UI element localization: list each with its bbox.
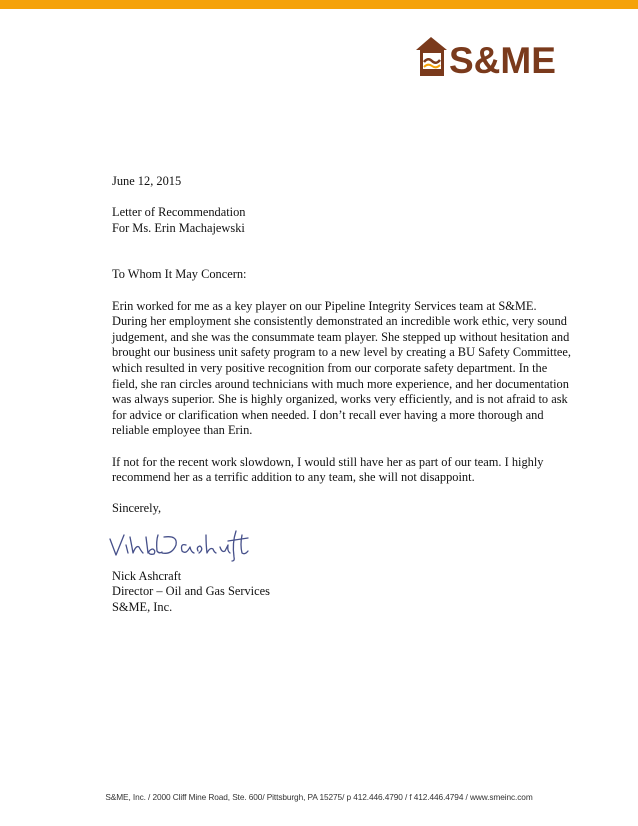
signer-company: S&ME, Inc. — [112, 600, 173, 615]
company-logo — [416, 36, 568, 82]
handwritten-signature — [106, 527, 256, 563]
letter-salutation: To Whom It May Concern: — [112, 267, 247, 282]
footer-contact-line: S&ME, Inc. / 2000 Cliff Mine Road, Ste. 600/ Pittsburgh, PA 15275/ p 412.446.4790 / f 412.446.4794 / www.smeinc.com — [105, 792, 533, 802]
letter-subject-line1: Letter of Recommendation — [112, 205, 246, 220]
letter-subject-line2: For Ms. Erin Machajewski — [112, 220, 245, 235]
letter-date: June 12, 2015 — [112, 174, 182, 188]
letter-paragraph-2: If not for the recent work slowdown, I would still have her as part of our team. I highly recommend her as a terrific addition to any team, she will not disappoint. — [112, 454, 544, 485]
letter-body — [112, 174, 572, 616]
top-accent-bar — [0, 0, 638, 9]
house-emblem-icon — [416, 36, 568, 82]
letter-paragraph-1: Erin worked for me as a key player on our Pipeline Integrity Services team at S&ME. During her employment she consistently demonstrated an incredible work ethic, very sound judgement, and she was the consummate team player. She stepped up without hesitation and brought our business unit safety program to a new level by creating a BU Safety Committee, which resulted in very positive recognition from our corporate safety department. In the field, she ran circles around technicians with much more experience, and her documentation was always superior. She is highly organized, works very efficiently, and is not afraid to ask for advice or clarification when needed. I don’t recall ever having a more thorough and reliable employee than Erin. — [112, 298, 572, 438]
signer-name: Nick Ashcraft — [112, 568, 182, 583]
letter-closing: Sincerely, — [112, 501, 162, 516]
logo-wordmark: S&ME — [449, 40, 556, 81]
signer-title: Director – Oil and Gas Services — [112, 584, 270, 599]
